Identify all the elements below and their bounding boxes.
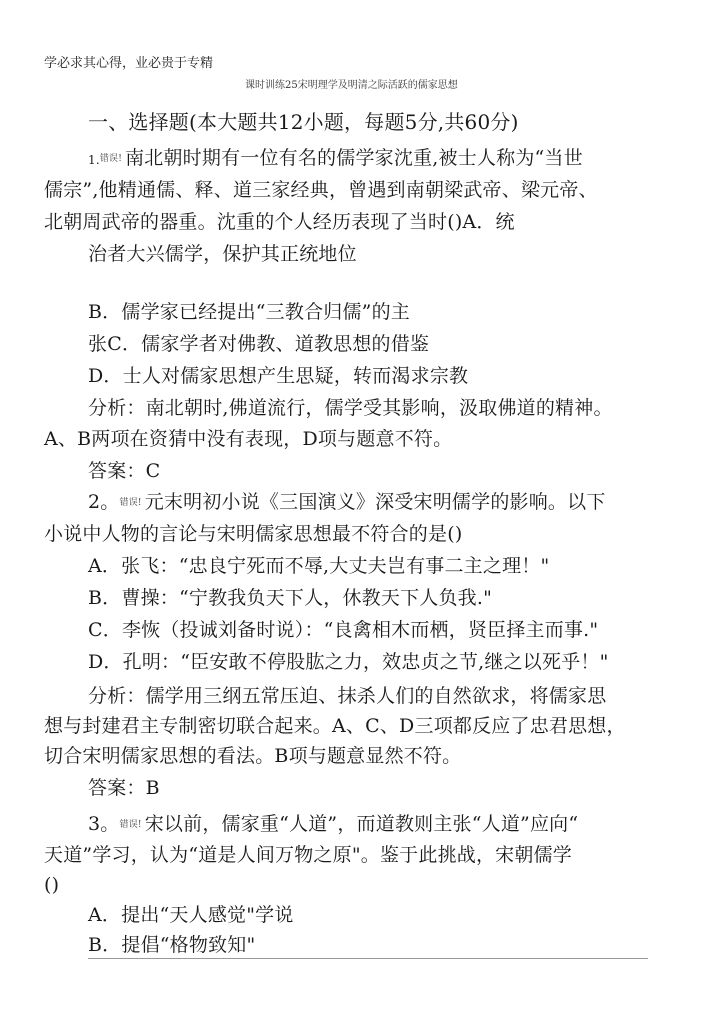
error-tag: 错误!	[99, 154, 123, 164]
question-3-line-2: 天道”学习，认为“道是人间万物之原"。鉴于此挑战，宋朝儒学	[44, 844, 572, 866]
question-3-number: 3。	[88, 813, 120, 835]
question-1-number: 1.	[88, 153, 100, 167]
question-2-answer: 答案：B	[88, 777, 160, 799]
question-1-line-2: 儒宗”,他精通儒、释、道三家经典，曾遇到南朝梁武帝、梁元帝、	[44, 179, 598, 201]
question-1-line-1: 1.错误! 南北朝时期有一位有名的儒学家沈重,被士人称为“当世	[88, 147, 583, 169]
question-1-option-d: D．士人对儒家思想产生思疑，转而渴求宗教	[88, 365, 469, 387]
page-header-motto: 学必求其心得，业必贵于专精	[44, 56, 214, 71]
question-1-option-c: 张C．儒家学者对佛教、道教思想的借鉴	[88, 333, 430, 355]
question-2-option-c: C．李恢（投诚刘备时说）：“良禽相木而栖，贤臣择主而事."	[88, 619, 599, 641]
question-2-analysis-line-2: 想与封建君主专制密切联合起来。A、C、D三项都反应了忠君思想，	[44, 715, 626, 737]
question-3-line-1: 3。错误! 宋以前，儒家重“人道”，而道教则主张“人道”应向“	[88, 813, 579, 835]
question-2-option-a: A．张飞：“忠良宁死而不辱,大丈夫岂有事二主之理！"	[88, 555, 550, 577]
question-2-option-b: B．曹操：“宁教我负天下人，休教天下人负我."	[88, 587, 493, 609]
question-3-line-3: ()	[44, 874, 60, 896]
section-title: 一、选择题(本大题共12小题，每题5分,共60分)	[88, 110, 519, 134]
question-3-option-a: A．提出“天人感觉"学说	[88, 904, 294, 926]
divider	[88, 958, 648, 959]
question-1-analysis-line-1: 分析：南北朝时,佛道流行，儒学受其影响，汲取佛道的精神。	[88, 397, 613, 419]
question-1-line-4: 治者大兴儒学，保护其正统地位	[88, 243, 357, 265]
question-2-line-1: 2。错误! 元末明初小说《三国演义》深受宋明儒学的影响。以下	[88, 491, 606, 513]
question-2-analysis-line-1: 分析：儒学用三纲五常压迫、抹杀人们的自然欲求，将儒家思	[88, 685, 607, 707]
error-tag: 错误!	[119, 820, 142, 830]
error-tag: 错误!	[119, 498, 142, 508]
question-2-option-d: D．孔明：“臣安敢不停股肱之力，效忠贞之节,继之以死乎！"	[88, 651, 609, 673]
question-3-option-b: B．提倡“格物致知"	[88, 934, 256, 956]
question-1-answer: 答案：C	[88, 460, 161, 482]
question-2-analysis-line-3: 切合宋明儒家思想的看法。B项与题意显然不符。	[44, 745, 462, 767]
question-2-number: 2。	[88, 491, 120, 513]
question-1-analysis-line-2: A、B两项在资猜中没有表现，D项与题意不符。	[44, 428, 453, 450]
question-1-line-3: 北朝周武帝的器重。沈重的个人经历表现了当时()A．统	[44, 211, 515, 233]
question-1-option-b: B．儒学家已经提出“三教合归儒”的主	[88, 301, 410, 323]
page-subtitle: 课时训练25宋明理学及明清之际活跃的儒家思想	[245, 80, 458, 91]
question-2-line-2: 小说中人物的言论与宋明儒家思想最不符合的是()	[44, 523, 463, 545]
